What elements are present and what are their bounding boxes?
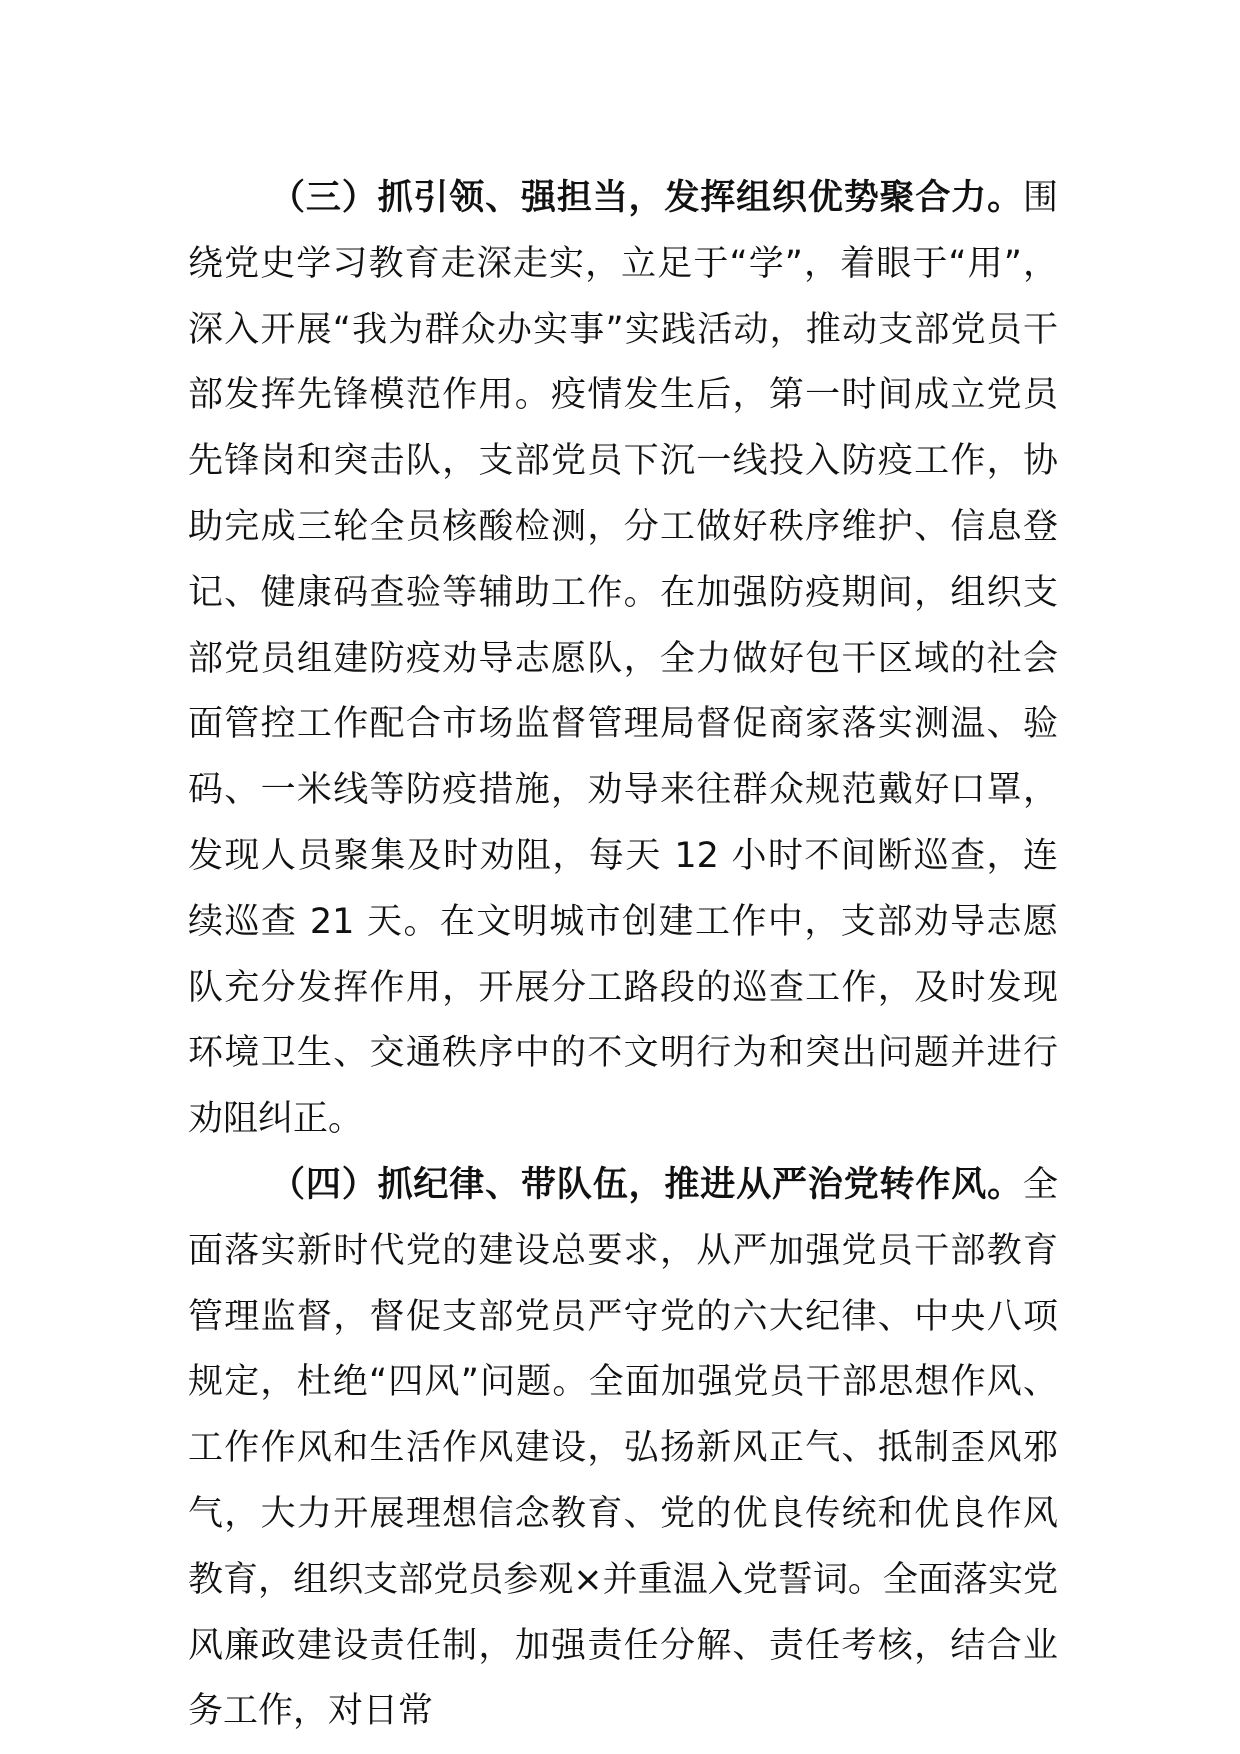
paragraph-section-4 <box>188 1153 1058 1745</box>
section-4-heading: （四）抓纪律、带队伍，推进从严治党转作风。 <box>270 1164 1023 1205</box>
document-body <box>188 166 1058 1745</box>
section-3-heading: （三）抓引领、强担当，发挥组织优势聚合力。 <box>270 178 1023 218</box>
section-4-body: 全面落实新时代党的建设总要求，从严加强党员干部教育管理监督，督促支部党员严守党的六大纪律、中央八项规定，杜绝“四风”问题。全面加强党员干部思想作风、工作作风和生活作风建设，弘扬新风正气、抵制歪风邪气，大力开展理想信念教育、党的优良传统和优良作风教育，组织支部党员参观×并重温入党誓词。全面落实党风廉政建设责任制，加强责任分解、责任考核，结合业务工作，对日常 <box>188 1164 1058 1732</box>
section-3-body: 围绕党史学习教育走深走实，立足于“学”，着眼于“用”，深入开展“我为群众办实事”实践活动，推动支部党员干部发挥先锋模范作用。疫情发生后，第一时间成立党员先锋岗和突击队，支部党员下沉一线投入防疫工作，协助完成三轮全员核酸检测，分工做好秩序维护、信息登记、健康码查验等辅助工作。在加强防疫期间，组织支部党员组建防疫劝导志愿队，全力做好包干区域的社会面管控工作配合市场监督管理局督促商家落实测温、验码、一米线等防疫措施，劝导来往群众规范戴好口罩，发现人员聚集及时劝阻，每天 12 小时不间断巡查，连续巡查 21 天。在文明城市创建工作中，支部劝导志愿队充分发挥作用，开展分工路段的巡查工作，及时发现环境卫生、交通秩序中的不文明行为和突出问题并进行劝阻纠正。 <box>188 178 1058 1140</box>
paragraph-section-3 <box>188 166 1058 1153</box>
